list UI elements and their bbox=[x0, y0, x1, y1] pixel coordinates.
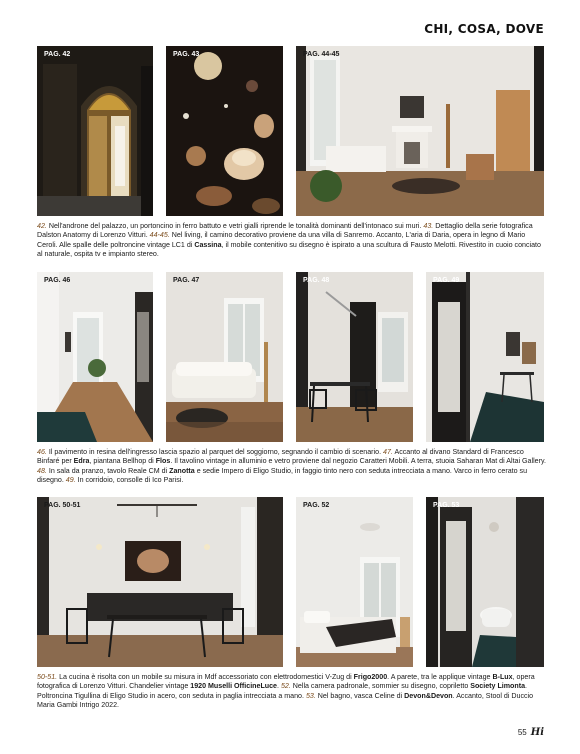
photo-pag-50-51-kitchen bbox=[37, 497, 283, 667]
caption-block-3: 50-51. La cucina è risolta con un mobile su misura in Mdf accessoriato con elettrodomestici V-Zug di Frigo2000. A parete, tra le applique vintage B-Lux, opera fotografica di Lorenzo Vitturi. Chandelier vintage 1920 Muselli OfficineLuce. 52. Nella camera padronale, sommier su disegno, copriletto Society Limonta. Poltroncina Tigullina di Eligo Studio in acero, con seduta in paglia intrecciata a mano. 53. Nel bagno, vasca Celine di Devon&Devon. Accanto, Stool di Duccio Maria Gambi Intrigo 2022. bbox=[37, 673, 535, 710]
page-tag: PAG. 49 bbox=[433, 277, 460, 284]
photo-pag-53-bathroom bbox=[426, 497, 544, 667]
photo-pag-43-still-life bbox=[166, 46, 283, 216]
photo-pag-42-doorway bbox=[37, 46, 153, 216]
photo-pag-44-45-living bbox=[296, 46, 544, 216]
photo-pag-52-bedroom bbox=[296, 497, 413, 667]
photo-pag-47-sofa bbox=[166, 272, 283, 442]
page-tag: PAG. 43 bbox=[173, 51, 200, 58]
page-tag: PAG. 52 bbox=[303, 502, 330, 509]
magazine-logo: Hi bbox=[530, 727, 544, 738]
page-tag: PAG. 48 bbox=[303, 277, 330, 284]
caption-block-2: 46. Il pavimento in resina dell'ingresso lascia spazio al parquet del soggiorno, segnando il cambio di scenario. 47. Accanto al divano Standard di Francesco Binfaré per Edra, piantana Bellhop di Flos. Il tavolino vintage in alluminio e vetro proviene dal negozio Caratteri Mobili. A terra, stuoia Saharan Mat di Altai Gallery. 48. In sala da pranzo, tavolo Reale CM di Zanotta e sedie Impero di Eligo Studio, in faggio tinto nero con seduta intrecciata a mano. Varco in ferro cerato su disegno. 49. In corridoio, consolle di Ico Parisi. bbox=[37, 448, 546, 485]
photo-pag-48-dining bbox=[296, 272, 413, 442]
page-tag: PAG. 46 bbox=[44, 277, 71, 284]
photo-pag-46-entrance bbox=[37, 272, 153, 442]
page-tag: PAG. 53 bbox=[433, 502, 460, 509]
page-tag: PAG. 47 bbox=[173, 277, 200, 284]
photo-pag-49-corridor bbox=[426, 272, 544, 442]
page-tag: PAG. 42 bbox=[44, 51, 71, 58]
page-number: 55 bbox=[517, 728, 527, 737]
page-tag: PAG. 50-51 bbox=[44, 502, 81, 509]
section-header: CHI, COSA, DOVE bbox=[424, 22, 544, 36]
caption-block-1: 42. Nell'androne del palazzo, un portoncino in ferro battuto e vetri gialli riprende le tonalità dominanti dell'intonaco sui muri. 43. Dettaglio della serie fotografica Dalston Anatomy di Lorenzo Vitturi. 44-45. Nel living, il camino decorativo proviene da una villa di Sanremo. Accanto, L'aria di Daria, opera in legno di Mario Ceroli. Alle spalle delle poltroncine vintage LC1 di Cassina, il mobile contenitivo su disegno è ispirato a una scultura di Fausto Melotti. Rivestito in cuoio conciato al naturale, ospita tv e impianto stereo. bbox=[37, 222, 541, 259]
page-tag: PAG. 44-45 bbox=[303, 51, 340, 58]
page-folio bbox=[518, 727, 544, 738]
